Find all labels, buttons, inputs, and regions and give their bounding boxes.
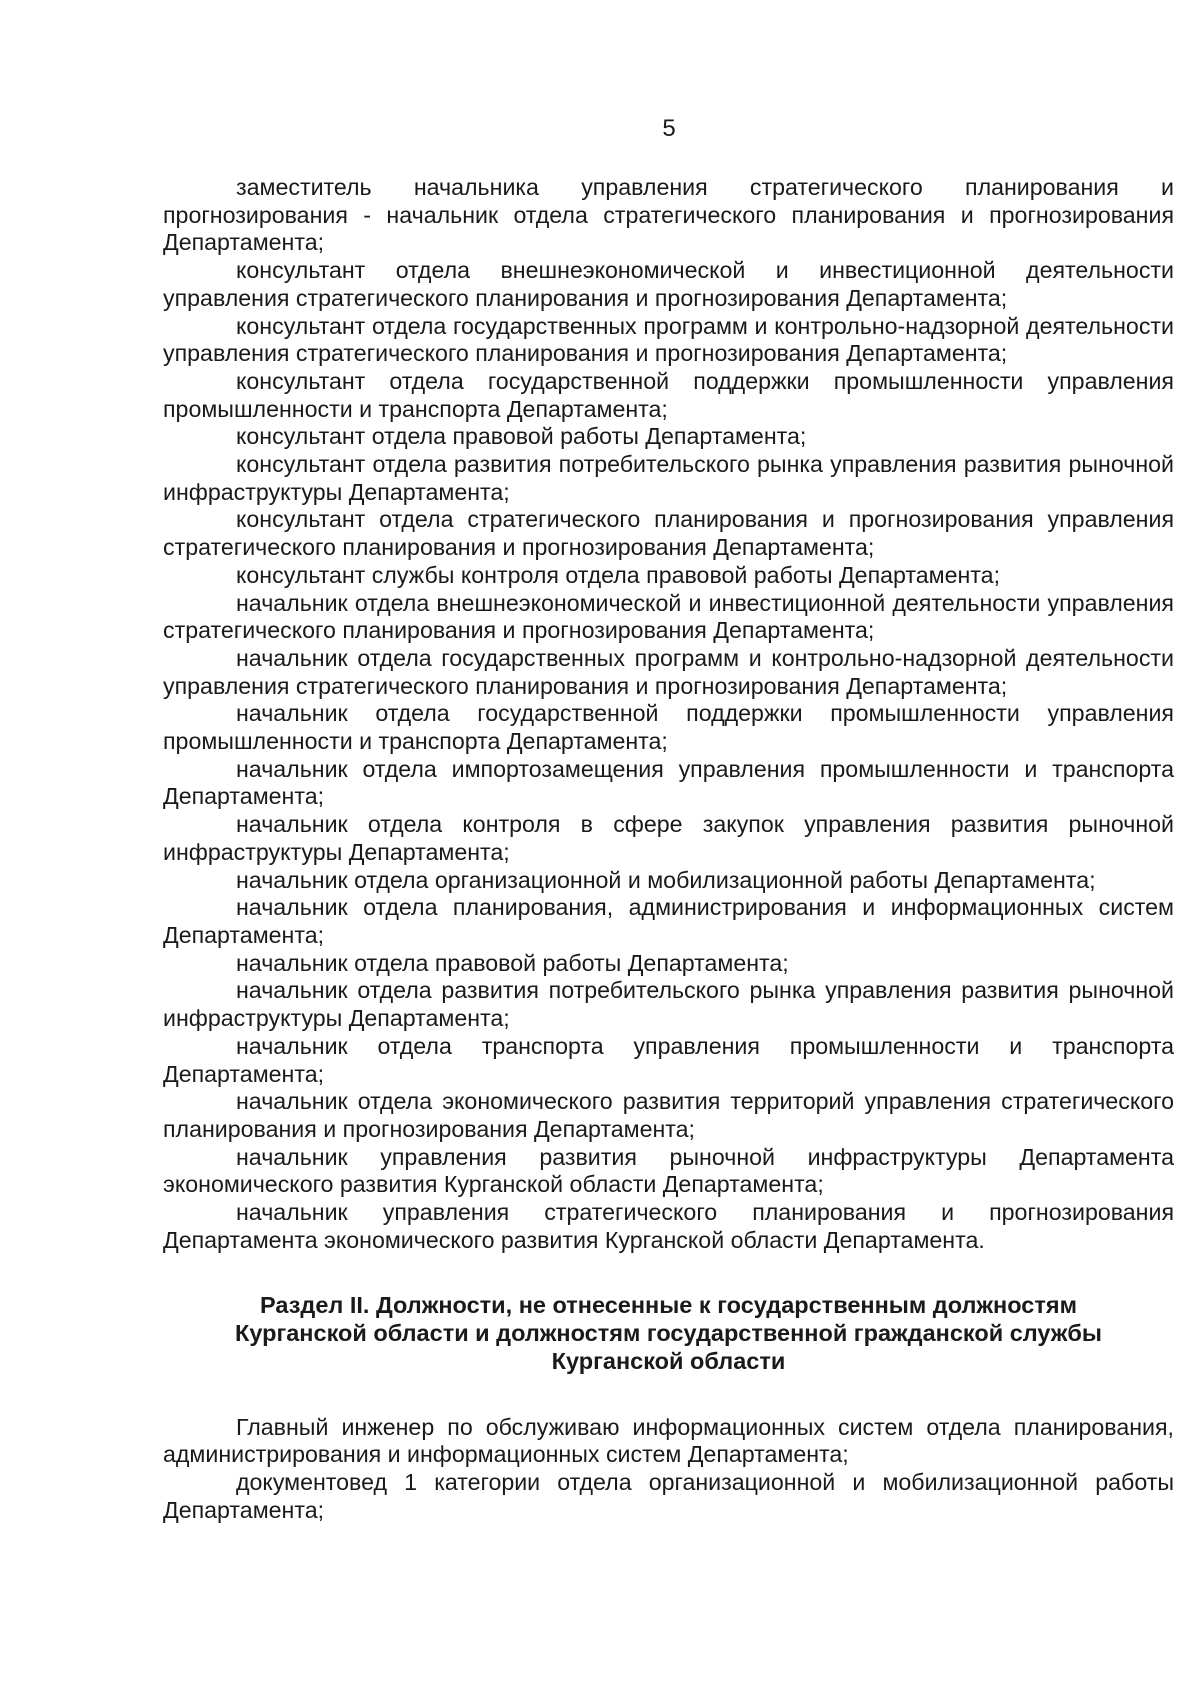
list-item: начальник отдела государственных программ и контрольно-надзорной деятельности управления стратегического планирования и прогнозирования Департамента;	[163, 644, 1174, 699]
list-item: консультант отдела государственных программ и контрольно-надзорной деятельности управления стратегического планирования и прогнозирования Департамента;	[163, 312, 1174, 367]
list-item: начальник отдела правовой работы Департамента;	[236, 949, 789, 976]
position-list-part-2	[163, 1414, 1174, 1525]
list-item: начальник отдела организационной и мобилизационной работы Департамента;	[236, 866, 1096, 893]
list-item: начальник управления стратегического планирования и прогнозирования Департамента экономического развития Курганской области Департамента.	[163, 1199, 1174, 1253]
list-item: начальник отдела развития потребительского рынка управления развития рыночной инфраструктуры Департамента;	[163, 977, 1174, 1032]
list-item: консультант отдела внешнеэкономической и инвестиционной деятельности управления стратегического планирования и прогнозирования Департамента;	[163, 257, 1174, 311]
list-item: консультант службы контроля отдела правовой работы Департамента;	[236, 561, 1001, 588]
list-item: начальник отдела внешнеэкономической и инвестиционной деятельности управления стратегического планирования и прогнозирования Департамента;	[163, 589, 1174, 644]
list-item: документовед 1 категории отдела организационной и мобилизационной работы Департамента;	[163, 1468, 1174, 1523]
list-item: консультант отдела правовой работы Департамента;	[236, 423, 807, 450]
list-item: начальник управления развития рыночной инфраструктуры Департамента экономического развития Курганской области Департамента;	[163, 1143, 1174, 1198]
list-item: Главный инженер по обслуживаю информационных систем отдела планирования, администрирования и информационных систем Департамента;	[163, 1413, 1174, 1468]
list-item: заместитель начальника управления стратегического планирования и прогнозирования - начальник отдела стратегического планирования и прогнозирования Департамента;	[163, 174, 1174, 256]
list-item: начальник отдела импортозамещения управления промышленности и транспорта Департамента;	[163, 755, 1174, 810]
page-number: 5	[662, 115, 676, 142]
list-item: начальник отдела контроля в сфере закупок управления развития рыночной инфраструктуры Департамента;	[163, 811, 1174, 865]
list-item: консультант отдела государственной поддержки промышленности управления промышленности и транспорта Департамента;	[163, 367, 1174, 422]
list-item: начальник отдела транспорта управления промышленности и транспорта Департамента;	[163, 1032, 1174, 1087]
list-item: начальник отдела государственной поддержки промышленности управления промышленности и транспорта Департамента;	[163, 700, 1174, 755]
list-item: консультант отдела развития потребительского рынка управления развития рыночной инфраструктуры Департамента;	[163, 451, 1174, 505]
document-body	[163, 174, 1174, 1524]
list-item: начальник отдела планирования, администрирования и информационных систем Департамента;	[163, 894, 1174, 948]
position-list-part-1	[163, 174, 1174, 1254]
list-item: начальник отдела экономического развития территорий управления стратегического планирования и прогнозирования Департамента;	[163, 1088, 1174, 1142]
list-item: консультант отдела стратегического планирования и прогнозирования управления стратегического планирования и прогнозирования Департамента;	[163, 506, 1174, 561]
section-heading: Раздел II. Должности, не отнесенные к государственным должностям Курганской области и должностям государственной гражданской службы Курганской области	[234, 1292, 1102, 1374]
